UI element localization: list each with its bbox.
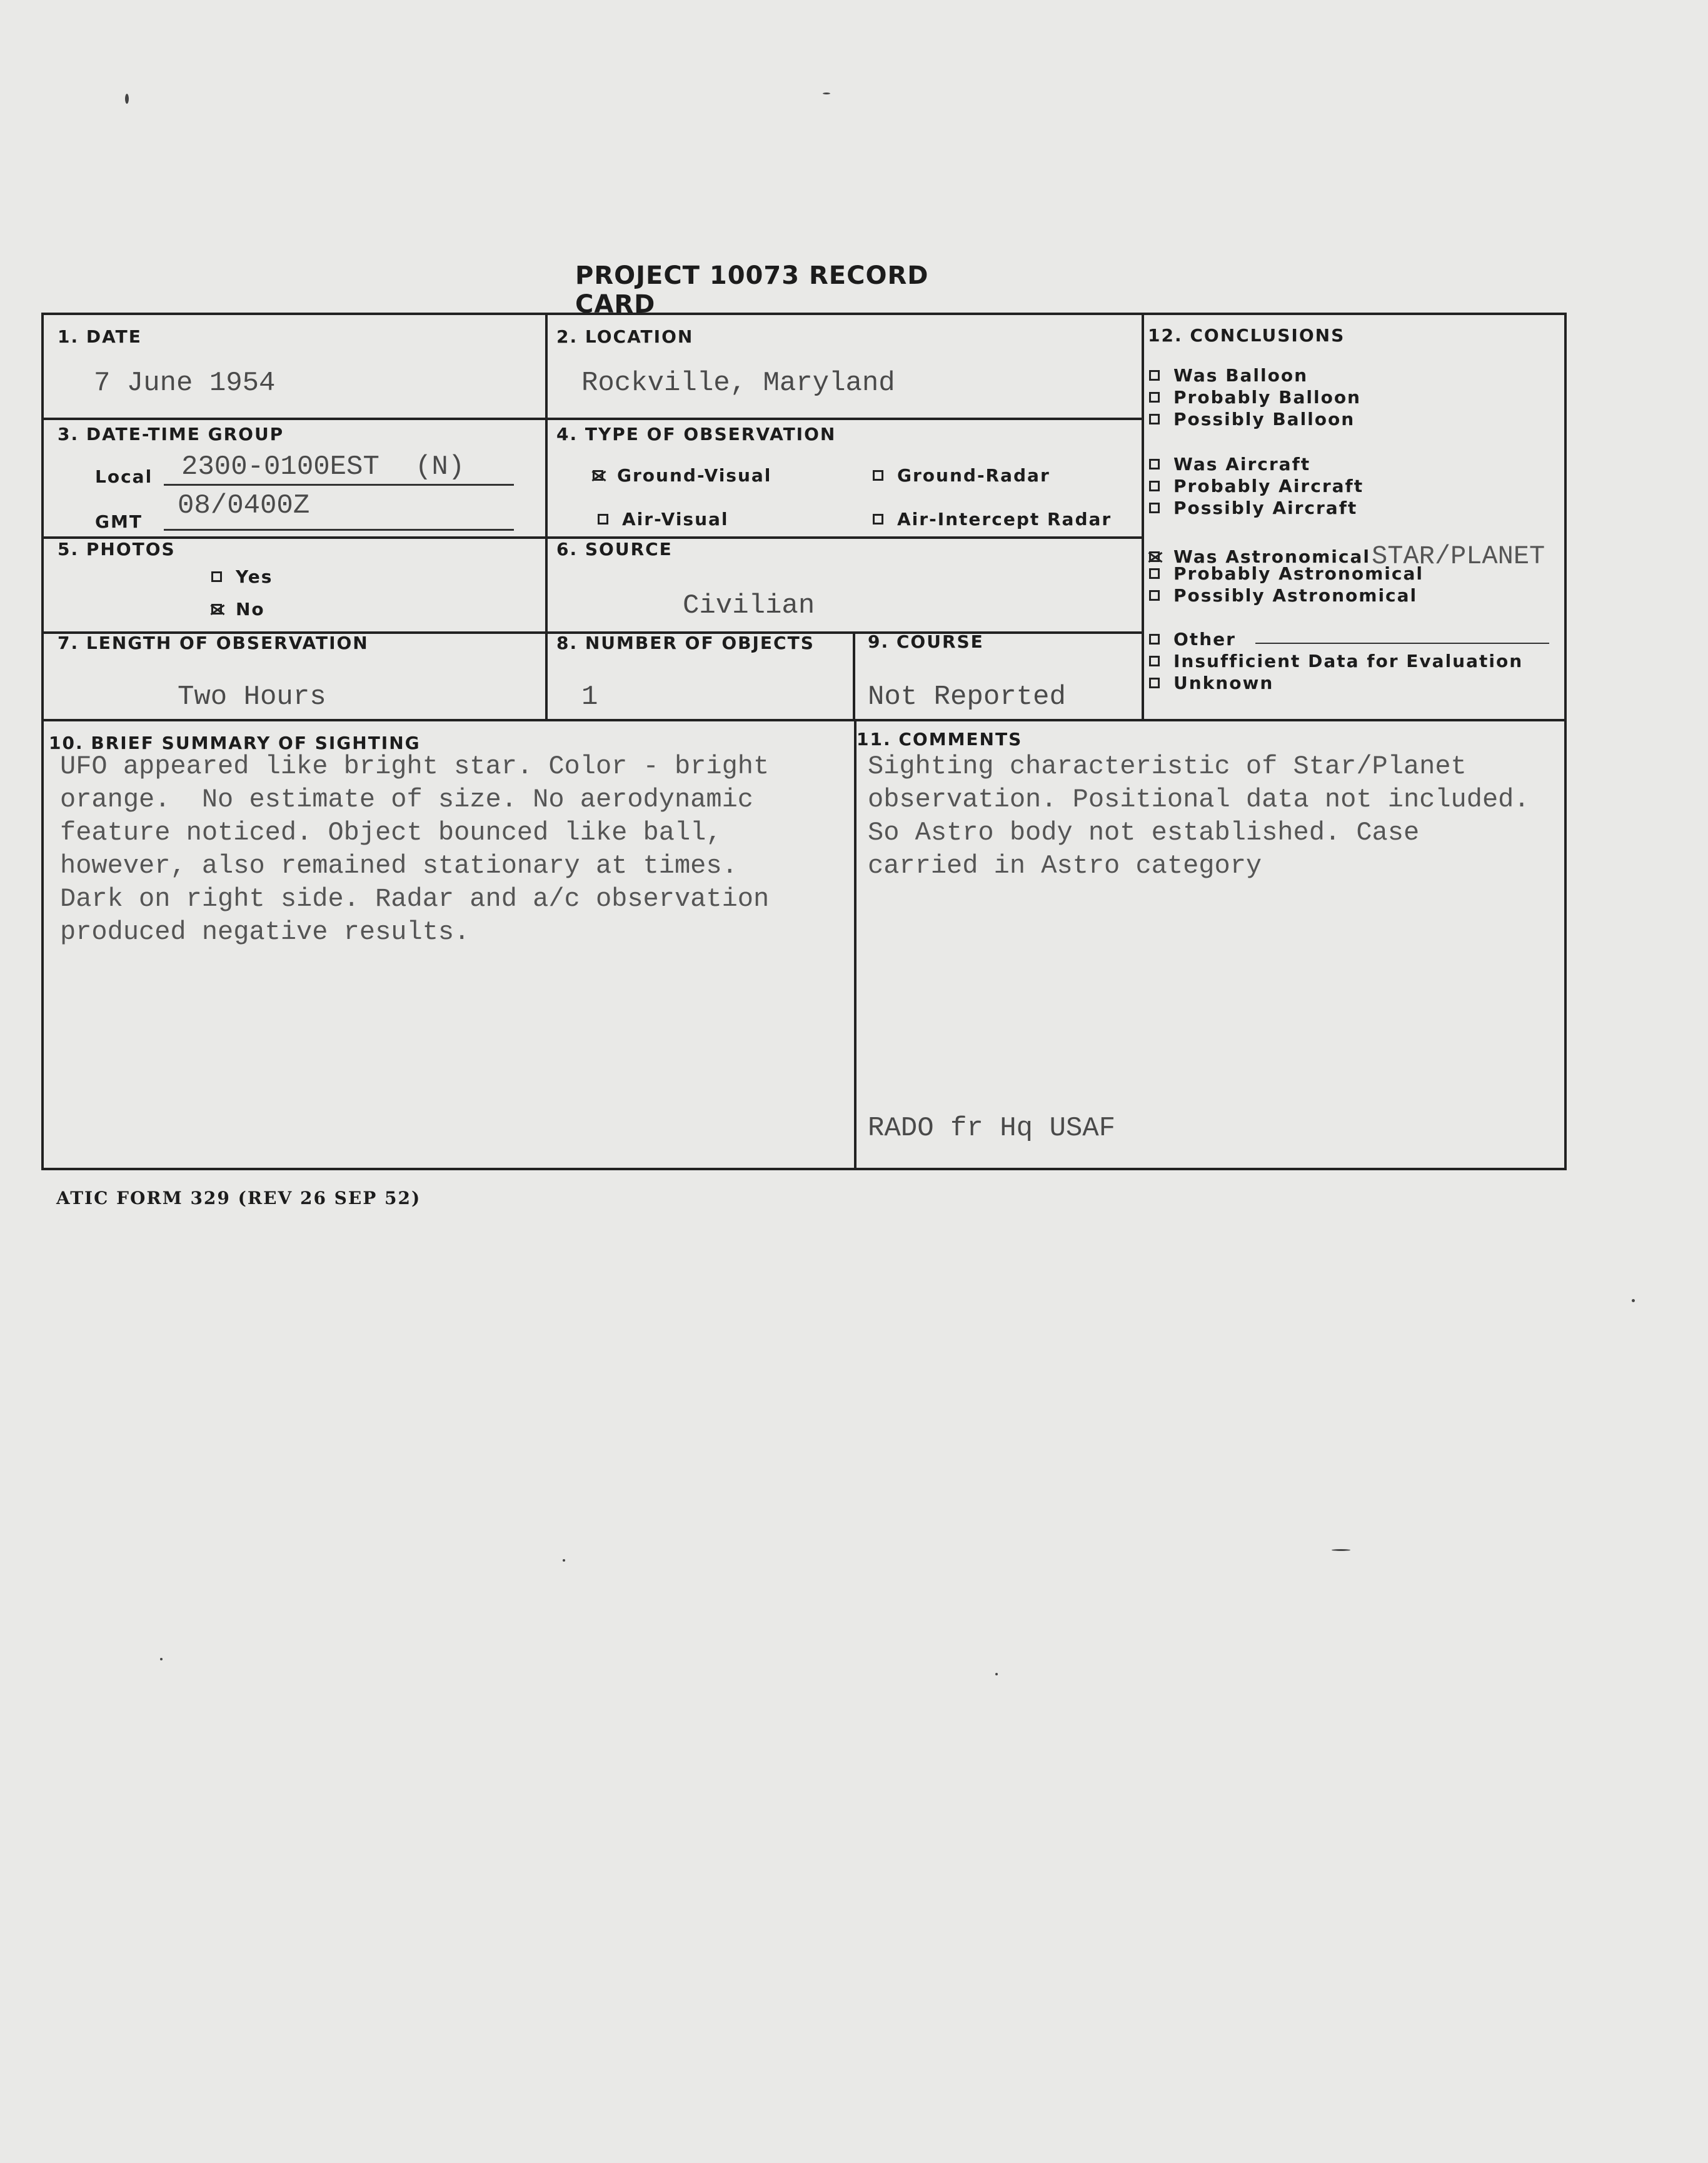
conclusion-was-aircraft: Was Aircraft	[1149, 454, 1310, 474]
photos-yes-checkbox	[211, 571, 222, 582]
option-photos-yes: Yes	[211, 566, 273, 587]
conclusion-probably-balloon: Probably Balloon	[1149, 387, 1361, 408]
astronomical-note: STAR/PLANET	[1372, 541, 1545, 571]
number-of-objects-value: 1	[581, 681, 598, 713]
ground-visual-checkbox	[593, 470, 603, 481]
conclusion-insufficient-data: Insufficient Data for Evaluation	[1149, 651, 1523, 671]
card-title: PROJECT 10073 RECORD CARD	[575, 261, 929, 319]
course-value: Not Reported	[868, 681, 1066, 713]
conclusion-possibly-astronomical: Possibly Astronomical	[1149, 585, 1417, 606]
comments-label: 11. COMMENTS	[857, 729, 1023, 750]
photos-label: 5. PHOTOS	[58, 539, 176, 560]
local-time-value: 2300-0100EST	[181, 451, 379, 483]
air-intercept-radar-checkbox	[873, 514, 883, 524]
local-label: Local	[95, 466, 153, 487]
option-photos-no: No	[211, 599, 265, 620]
option-air-intercept-radar: Air-Intercept Radar	[873, 509, 1112, 529]
conclusion-possibly-balloon: Possibly Balloon	[1149, 409, 1355, 429]
location-label: 2. LOCATION	[556, 326, 694, 347]
conclusion-other: Other	[1149, 629, 1236, 650]
air-visual-checkbox	[598, 514, 608, 524]
date-time-group-label: 3. DATE-TIME GROUP	[58, 424, 284, 444]
conclusion-probably-aircraft: Probably Aircraft	[1149, 476, 1364, 496]
conclusion-probably-astronomical: Probably Astronomical	[1149, 563, 1424, 584]
photos-no-checkbox	[211, 604, 222, 615]
option-air-visual: Air-Visual	[598, 509, 729, 529]
option-ground-visual: Ground-Visual	[593, 465, 771, 486]
gmt-label: GMT	[95, 511, 143, 532]
number-of-objects-label: 8. NUMBER OF OBJECTS	[556, 633, 815, 653]
ground-radar-checkbox	[873, 470, 883, 481]
source-value: Civilian	[683, 590, 815, 621]
local-time-suffix: (N)	[415, 451, 465, 483]
conclusion-unknown: Unknown	[1149, 673, 1273, 693]
summary-label: 10. BRIEF SUMMARY OF SIGHTING	[49, 733, 421, 753]
form-id: ATIC FORM 329 (REV 26 SEP 52)	[56, 1188, 421, 1208]
date-label: 1. DATE	[58, 326, 142, 347]
comments-footer-note: RADO fr Hq USAF	[868, 1113, 1116, 1144]
date-value: 7 June 1954	[94, 368, 276, 399]
conclusion-was-balloon: Was Balloon	[1149, 365, 1308, 386]
conclusion-possibly-aircraft: Possibly Aircraft	[1149, 498, 1357, 518]
type-of-observation-label: 4. TYPE OF OBSERVATION	[556, 424, 836, 444]
length-of-observation-value: Two Hours	[178, 681, 326, 713]
location-value: Rockville, Maryland	[581, 368, 895, 399]
length-of-observation-label: 7. LENGTH OF OBSERVATION	[58, 633, 369, 653]
conclusions-label: 12. CONCLUSIONS	[1148, 325, 1345, 346]
option-ground-radar: Ground-Radar	[873, 465, 1050, 486]
summary-text: UFO appeared like bright star. Color - bright orange. No estimate of size. No aerodynamic feature noticed. Object bounced like ball, however, also remained stationary at times. Dark on right side. Radar and a/c observation produced negative results.	[60, 751, 770, 947]
comments-text: Sighting characteristic of Star/Planet observation. Positional data not included. So Astro body not established. Case carried in Astro category	[868, 751, 1530, 881]
conclusion-was-astronomical: Was Astronomical STAR/PLANET	[1149, 541, 1545, 571]
course-label: 9. COURSE	[868, 631, 984, 652]
source-label: 6. SOURCE	[556, 539, 673, 560]
gmt-time-value: 08/0400Z	[178, 490, 310, 521]
